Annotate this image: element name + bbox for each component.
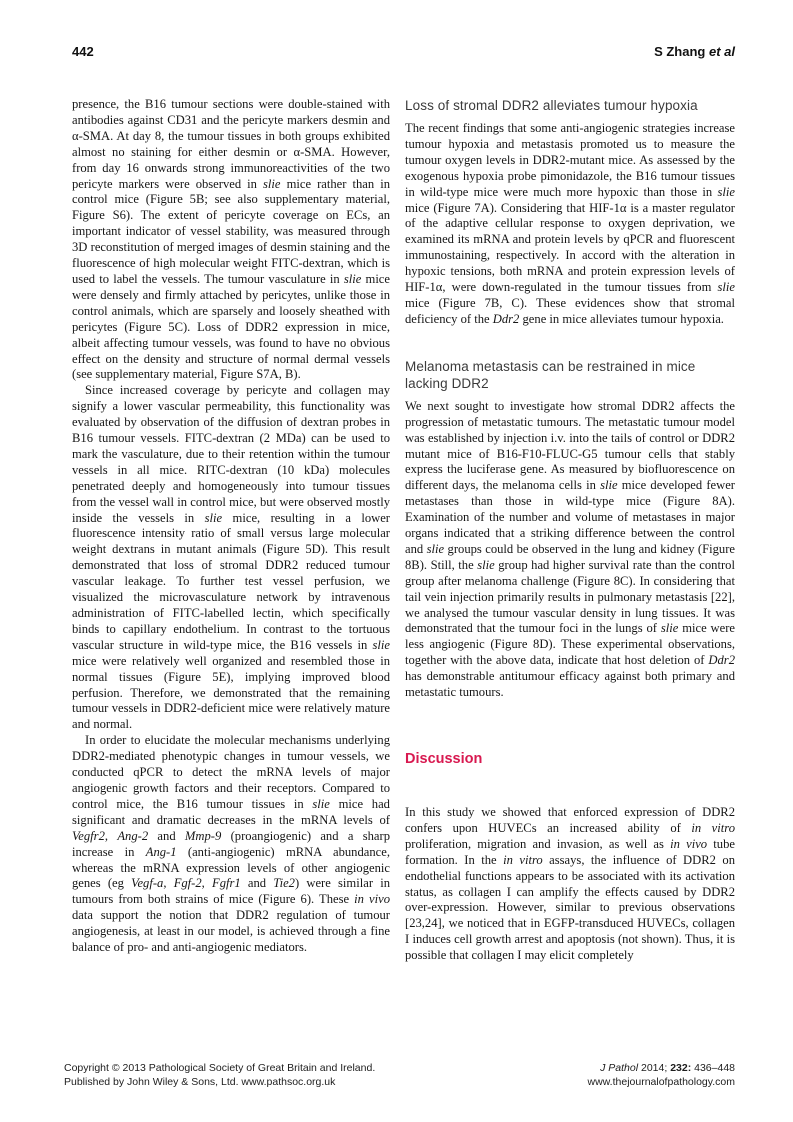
footer-citation-block xyxy=(588,1062,735,1089)
section-heading-melanoma-metastasis: Melanoma metastasis can be restrained in mice lacking DDR2 xyxy=(405,358,696,391)
paragraph-vascular-permeability: Since increased coverage by pericyte and collagen may signify a lower vascular permeability, this functionality was evaluated by observation of the diffusion of dextran probes in B16 tumour vessels. FITC-dextran (2 MDa) can be used to mark the vasculature, due to their retention within the tumour vessels in all mice. RITC-dextran (10 kDa) molecules penetrated deeply and homogeneously into tumour tissues from the vessel wall in control mice, but were observed mostly inside the vessels in slie mice, resulting in a lower fluorescence intensity ratio of small versus large molecular weight dextrans in mutant animals (Figure 5D). This result demonstrated that loss of stromal DDR2 reduced tumour vascular leakage. To further test vessel perfusion, we visualized the microvasculature network by intravenous administration of FITC-labelled lectin, which specifically binds to capillary endothelium. In contrast to the tortuous vascular structure in wild-type mice, the B16 vessels in slie mice were relatively well organized and resembled those in normal tissues (Figure 5E), implying improved blood perfusion. Therefore, we demonstrated that the remaining tumour vessels in DDR2-deficient mice were relatively mature and normal. xyxy=(72,383,390,732)
article-body xyxy=(72,97,735,964)
footer-citation: J Pathol 2014; 232: 436–448 xyxy=(600,1062,735,1074)
footer-copyright: Copyright © 2013 Pathological Society of Great Britain and Ireland. xyxy=(64,1062,376,1074)
paragraph-qpcr-angiogenic-genes: In order to elucidate the molecular mechanisms underlying DDR2-mediated phenotypic changes in tumour vessels, we conducted qPCR to detect the mRNA levels of major angiogenic growth factors and their receptors. Compared to control mice, the B16 tumour tissues in slie mice had significant and dramatic decreases in the mRNA levels of Vegfr2, Ang-2 and Mmp-9 (proangiogenic) and a sharp increase in Ang-1 (anti-angiogenic) mRNA abundance, whereas the mRNA expression levels of other angiogenic genes (eg Vegf-a, Fgf-2, Fgfr1 and Tie2) were similar in tumours from both strains of mice (Figure 6). These in vivo data support the notion that DDR2 regulation of tumour angiogenesis, at least in our model, is achieved through a fine balance of pro- and anti-angiogenic mediators. xyxy=(72,733,390,955)
page-header xyxy=(72,44,735,59)
paragraph-discussion: In this study we showed that enforced expression of DDR2 confers upon HUVECs an increased ability of in vitro proliferation, migration and invasion, as well as in vivo tube formation. In the in vitro assays, the influence of DDR2 on endothelial functions appears to be associated with its activation status, as collagen I can amplify the effects caused by DDR2 over-expression. However, similar to previous observations [23,24], we noticed that in EGFP-transduced HUVECs, collagen I induces cell growth arrest and apoptosis (not shown). Thus, it is possible that collagen I may elicit completely xyxy=(405,805,736,963)
left-column xyxy=(72,97,390,964)
page-footer xyxy=(64,1062,735,1089)
page-number: 442 xyxy=(72,44,94,59)
footer-imprint xyxy=(64,1062,375,1089)
footer-journal-url: www.thejournalofpathology.com xyxy=(587,1075,735,1088)
right-column xyxy=(405,97,735,964)
paragraph-melanoma-metastasis: We next sought to investigate how stromal DDR2 affects the progression of metastatic tumours. The metastatic tumour model was established by injection i.v. into the tails of control or DDR2 mutant mice of B16-F10-FLUC-G5 tumour cells that stably express the luciferase gene. As measured by biofluorescence on different days, the melanoma cells in slie mice developed fewer metastases than those in wild-type mice (Figure 8A). Examination of the number and volume of metastases in major organs indicated that a striking difference between the control and slie groups could be observed in the lung and kidney (Figure 8B). Still, the slie group had higher survival rate than the control group after melanoma challenge (Figure 8C). In considering that tail vein injection primarily results in pulmonary metastasis [22], we analysed the tumour vascular density in lung tissues. It was demonstrated that the tumour foci in the lungs of slie mice were less angiogenic (Figure 8D). These experimental observations, together with the above data, indicate that host deletion of Ddr2 has demonstrable antitumour efficacy against both primary and metastatic tumours. xyxy=(405,398,735,700)
section-heading-hypoxia: Loss of stromal DDR2 alleviates tumour hypoxia xyxy=(405,98,698,113)
footer-publisher: Published by John Wiley & Sons, Ltd. www.pathsoc.org.uk xyxy=(64,1075,336,1088)
paragraph-pericyte-staining: presence, the B16 tumour sections were double-stained with antibodies against CD31 and the pericyte markers desmin and α-SMA. At day 8, the tumour tissues in both groups exhibited almost no staining for either desmin or α-SMA. However, from day 16 onwards strong immunoreactivities of the two pericyte markers were observed in slie mice rather than in control mice (Figure 5B; see also supplementary material, Figure S6). The extent of pericyte coverage on ECs, an important indicator of vessel stability, was measured through 3D reconstitution of merged images of desmin staining and the fluorescence of high molecular weight FITC-dextran, which is used to label the vessels. The tumour vasculature in slie mice were densely and firmly attached by pericytes, unlike those in control animals, which are sparsely and loosely sheathed with pericytes (Figure 5C). Loss of DDR2 expression in mice, albeit affecting tumour vessels, was found to have no obvious effect on the density and structure of normal dermal vessels (see supplementary material, Figure S7A, B). xyxy=(72,97,390,382)
section-heading-discussion: Discussion xyxy=(405,751,483,767)
running-head: S Zhang et al xyxy=(654,44,735,59)
paragraph-hypoxia: The recent findings that some anti-angiogenic strategies increase tumour hypoxia and metastasis promoted us to measure the tumour oxygen levels in DDR2-mutant mice. As assessed by the exogenous hypoxia probe pimonidazole, the B16 tumour tissues in wild-type mice were much more hypoxic than those in slie mice (Figure 7A). Considering that HIF-1α is a master regulator of the adaptive cellular response to oxygen deprivation, we examined its mRNA and protein levels by qPCR and fluorescent immunostaining, respectively. In accord with the alteration in hypoxic tensions, both mRNA and protein expression levels of HIF-1α, were down-regulated in the tumour tissues from slie mice (Figure 7B, C). These evidences show that stromal deficiency of the Ddr2 gene in mice alleviates tumour hypoxia. xyxy=(405,121,735,326)
